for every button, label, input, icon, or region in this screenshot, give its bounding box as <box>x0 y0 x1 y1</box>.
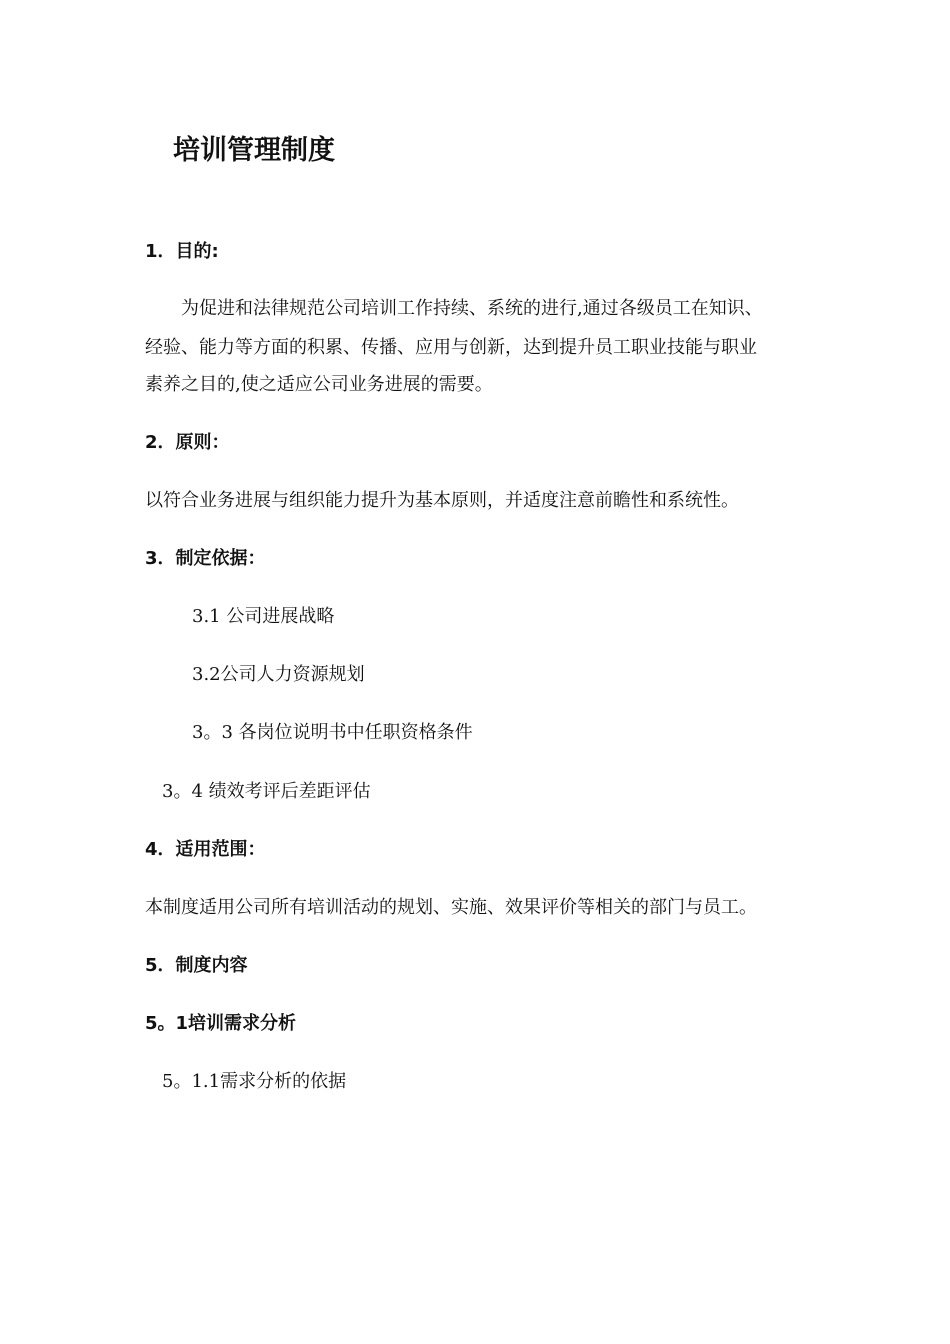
section-4-heading: 4．适用范围： <box>145 839 266 860</box>
section-3-item-2: 3.2公司人力资源规划 <box>192 664 365 685</box>
section-1-paragraph-line-2: 经验、能力等方面的积累、传播、应用与创新，达到提升员工职业技能与职业 <box>145 337 757 358</box>
section-1-heading: 1．目的: <box>145 241 219 262</box>
section-1-paragraph-line-1: 为促进和法律规范公司培训工作持续、系统的进行,通过各级员工在知识、 <box>181 298 763 319</box>
section-3-item-1: 3.1 公司进展战略 <box>192 606 335 627</box>
section-3-item-4: 3。4 绩效考评后差距评估 <box>162 781 371 802</box>
section-5-1-heading: 5。1培训需求分析 <box>145 1013 297 1034</box>
section-3-heading: 3．制定依据： <box>145 548 266 569</box>
section-5-heading: 5．制度内容 <box>145 955 248 976</box>
section-2-heading: 2．原则： <box>145 432 230 453</box>
section-1-paragraph-line-3: 素养之目的,使之适应公司业务进展的需要。 <box>145 374 493 395</box>
section-3-item-3: 3。3 各岗位说明书中任职资格条件 <box>192 722 473 743</box>
document-title: 培训管理制度 <box>173 135 335 166</box>
section-2-paragraph: 以符合业务进展与组织能力提升为基本原则，并适度注意前瞻性和系统性。 <box>145 490 739 511</box>
section-4-paragraph: 本制度适用公司所有培训活动的规划、实施、效果评价等相关的部门与员工。 <box>145 897 757 918</box>
section-5-1-1-item: 5。1.1需求分析的依据 <box>162 1071 347 1092</box>
